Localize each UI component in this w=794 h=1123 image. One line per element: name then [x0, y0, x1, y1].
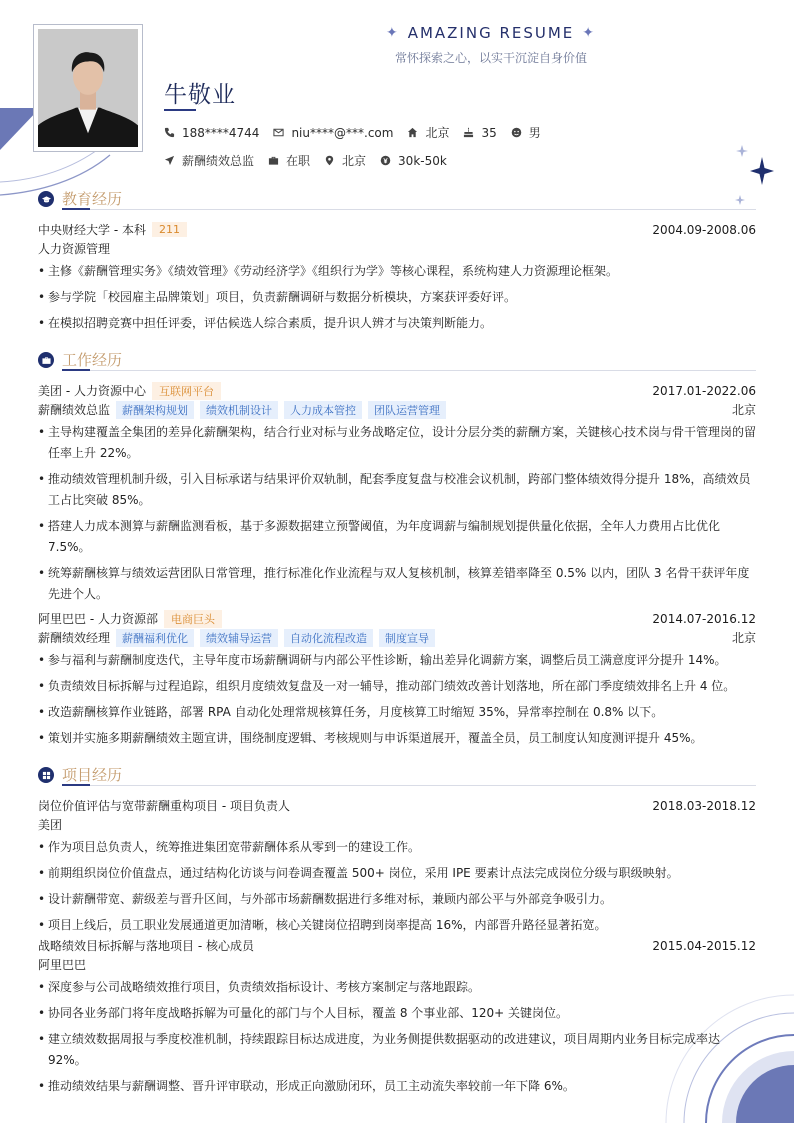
list-item: • 主修《薪酬管理实务》《绩效管理》《劳动经济学》《组织行为学》等核心课程，系统构建人力资源理论框架。 — [38, 261, 756, 282]
education-entry — [38, 220, 756, 339]
skill-tag: 团队运营管理 — [368, 401, 446, 419]
cake-icon — [463, 127, 474, 138]
education-section-header — [38, 188, 756, 212]
education-school: 中央财经大学 - 本科 — [38, 223, 146, 237]
project-entry-strategy — [38, 936, 756, 1102]
briefcase-icon — [268, 155, 279, 166]
list-item: • 推动绩效结果与薪酬调整、晋升评审联动，形成正向激励闭环，员工主动流失率较前一年下降 6%。 — [38, 1076, 756, 1097]
name-underline — [164, 109, 196, 111]
email-value: niu****@***.com — [291, 125, 394, 140]
briefcase-icon — [38, 352, 54, 368]
list-item: • 负责绩效目标拆解与过程追踪，组织月度绩效复盘及一对一辅导，推动部门绩效改善计划落地，所在部门季度绩效排名上升 4 位。 — [38, 676, 756, 697]
skill-tag: 绩效辅导运营 — [200, 629, 278, 647]
list-item: • 在模拟招聘竞赛中担任评委，评估候选人综合素质，提升识人辨才与决策判断能力。 — [38, 313, 756, 334]
profile-photo — [38, 29, 138, 147]
project-org: 美团 — [38, 818, 63, 832]
section-divider-accent — [62, 784, 90, 786]
work-date: 2014.07-2016.12 — [652, 611, 756, 626]
brand-subtitle: 常怀探索之心，以实干沉淀自身价值 — [394, 51, 587, 65]
skill-tag: 制度宣导 — [379, 629, 435, 647]
education-bullets — [38, 261, 756, 334]
location-pin-icon — [324, 155, 335, 166]
section-divider — [62, 785, 756, 786]
target-position-item — [164, 152, 254, 169]
brand-title: AMAZING RESUME — [407, 24, 575, 42]
section-divider-accent — [62, 208, 90, 210]
job-intent-row — [164, 152, 461, 169]
list-item: • 深度参与公司战略绩效推行项目，负责绩效指标设计、考核方案制定与落地跟踪。 — [38, 977, 756, 998]
work-location: 北京 — [731, 631, 756, 645]
sparkle-icon: ✦ — [582, 25, 597, 41]
list-item: • 搭建人力成本测算与薪酬监测看板，基于多源数据建立预警阈值，为年度调薪与编制规划提供量化依据，全年人力费用占比优化 7.5%。 — [38, 516, 756, 558]
industry-tag: 电商巨头 — [164, 610, 222, 628]
education-date: 2004.09-2008.06 — [652, 222, 756, 237]
section-divider — [62, 209, 756, 210]
skill-tag: 薪酬福利优化 — [116, 629, 194, 647]
mail-icon — [273, 127, 284, 138]
project-org-line — [38, 955, 756, 974]
gender-value: 男 — [528, 126, 541, 140]
list-item: • 作为项目总负责人，统筹推进集团宽带薪酬体系从零到一的建设工作。 — [38, 837, 756, 858]
project-title: 战略绩效目标拆解与落地项目 - 核心成员 — [38, 939, 254, 953]
education-section-title: 教育经历 — [62, 190, 123, 208]
project-date: 2018.03-2018.12 — [652, 798, 756, 813]
work-header-line — [38, 609, 756, 628]
project-entry-broadband — [38, 796, 756, 941]
list-item: • 统筹薪酬核算与绩效运营团队日常管理，推行标准化作业流程与双人复核机制，核算差错率降至 0.5% 以内，团队 3 名骨干获评年度先进个人。 — [38, 563, 756, 605]
section-divider-accent — [62, 369, 90, 371]
project-date: 2015.04-2015.12 — [652, 938, 756, 953]
industry-tag: 互联网平台 — [152, 382, 221, 400]
list-item: • 建立绩效数据周报与季度校准机制，持续跟踪目标达成进度，为业务侧提供数据驱动的改进建议，项目周期内业务目标完成率达 92%。 — [38, 1029, 756, 1071]
work-date: 2017.01-2022.06 — [652, 383, 756, 398]
project-title: 岗位价值评估与宽带薪酬重构项目 - 项目负责人 — [38, 799, 290, 813]
work-header-line — [38, 381, 756, 400]
sparkle-icon: ✦ — [385, 25, 400, 41]
list-item: • 前期组织岗位价值盘点，通过结构化访谈与问卷调查覆盖 500+ 岗位，采用 IPE 要素计点法完成岗位分级与职级映射。 — [38, 863, 756, 884]
list-item: • 参与福利与薪酬制度迭代，主导年度市场薪酬调研与内部公平性诊断，输出差异化调薪方案，调整后员工满意度评分提升 14%。 — [38, 650, 756, 671]
work-role-line — [38, 400, 756, 419]
target-position-value: 薪酬绩效总监 — [182, 154, 255, 168]
home-icon — [407, 127, 418, 138]
status-item — [268, 152, 310, 169]
work-role: 薪酬绩效经理 — [38, 631, 111, 645]
status-value: 在职 — [286, 154, 311, 168]
work-role: 薪酬绩效总监 — [38, 403, 111, 417]
projects-section-title: 项目经历 — [62, 766, 123, 784]
phone-item — [164, 126, 259, 140]
education-tag: 211 — [152, 222, 187, 237]
email-item — [273, 126, 393, 140]
section-divider — [62, 370, 756, 371]
brand-header — [384, 24, 598, 66]
project-bullets — [38, 977, 756, 1097]
candidate-name: 牛敬业 — [164, 82, 236, 108]
project-org-line — [38, 815, 756, 834]
age-value: 35 — [481, 125, 497, 140]
target-city-item — [324, 152, 366, 169]
list-item: • 主导构建覆盖全集团的差异化薪酬架构，结合行业对标与业务战略定位，设计分层分类的薪酬方案，关键核心技术岗与骨干管理岗的留任率上升 22%。 — [38, 422, 756, 464]
project-header-line — [38, 936, 756, 955]
user-face-icon — [511, 127, 522, 138]
education-major-line — [38, 239, 756, 258]
list-item: • 策划并实施多期薪酬绩效主题宣讲，围绕制度逻辑、考核规则与申诉渠道展开，覆盖全员，员工制度认知度测评提升 45%。 — [38, 728, 756, 749]
personal-info-row — [164, 124, 555, 141]
work-bullets — [38, 422, 756, 605]
work-section-title: 工作经历 — [62, 351, 123, 369]
work-entry-meituan — [38, 381, 756, 610]
work-entry-alibaba — [38, 609, 756, 754]
send-icon — [164, 155, 175, 166]
graduation-cap-icon — [38, 191, 54, 207]
grid-icon — [38, 767, 54, 783]
skill-tag: 薪酬架构规划 — [116, 401, 194, 419]
list-item: • 协同各业务部门将年度战略拆解为可量化的部门与个人目标，覆盖 8 个事业部、120+ 关键岗位。 — [38, 1003, 756, 1024]
education-header-line — [38, 220, 756, 239]
work-company: 美团 - 人力资源中心 — [38, 384, 146, 398]
salary-item — [380, 154, 447, 168]
list-item: • 项目上线后，员工职业发展通道更加清晰，核心关键岗位招聘到岗率提高 16%，内部晋升路径显著拓宽。 — [38, 915, 756, 936]
city-value: 北京 — [425, 126, 450, 140]
phone-icon — [164, 127, 175, 138]
work-company: 阿里巴巴 - 人力资源部 — [38, 612, 158, 626]
skill-tag: 自动化流程改造 — [284, 629, 373, 647]
city-item — [407, 124, 449, 141]
money-icon — [380, 155, 391, 166]
target-city-value: 北京 — [342, 154, 367, 168]
age-item — [463, 126, 496, 140]
project-header-line — [38, 796, 756, 815]
phone-value: 188****4744 — [182, 125, 260, 140]
project-bullets — [38, 837, 756, 936]
project-org: 阿里巴巴 — [38, 958, 87, 972]
brand-title-row — [384, 24, 598, 42]
projects-section-header — [38, 764, 756, 788]
work-location: 北京 — [731, 403, 756, 417]
list-item: • 改造薪酬核算作业链路，部署 RPA 自动化处理常规核算任务，月度核算工时缩短 35%，异常率控制在 0.8% 以下。 — [38, 702, 756, 723]
skill-tag: 绩效机制设计 — [200, 401, 278, 419]
skill-tag: 人力成本管控 — [284, 401, 362, 419]
work-section-header — [38, 349, 756, 373]
work-role-line — [38, 628, 756, 647]
list-item: • 参与学院「校园雇主品牌策划」项目，负责薪酬调研与数据分析模块，方案获评委好评。 — [38, 287, 756, 308]
list-item: • 设计薪酬带宽、薪级差与晋升区间，与外部市场薪酬数据进行多维对标，兼顾内部公平与外部竞争吸引力。 — [38, 889, 756, 910]
work-bullets — [38, 650, 756, 749]
profile-photo-frame — [33, 24, 143, 152]
list-item: • 推动绩效管理机制升级，引入目标承诺与结果评价双轨制，配套季度复盘与校准会议机制，跨部门整体绩效得分提升 18%，高绩效员工占比突破 85%。 — [38, 469, 756, 511]
gender-item — [511, 124, 541, 141]
education-major: 人力资源管理 — [38, 242, 111, 256]
salary-value: 30k-50k — [398, 153, 447, 168]
